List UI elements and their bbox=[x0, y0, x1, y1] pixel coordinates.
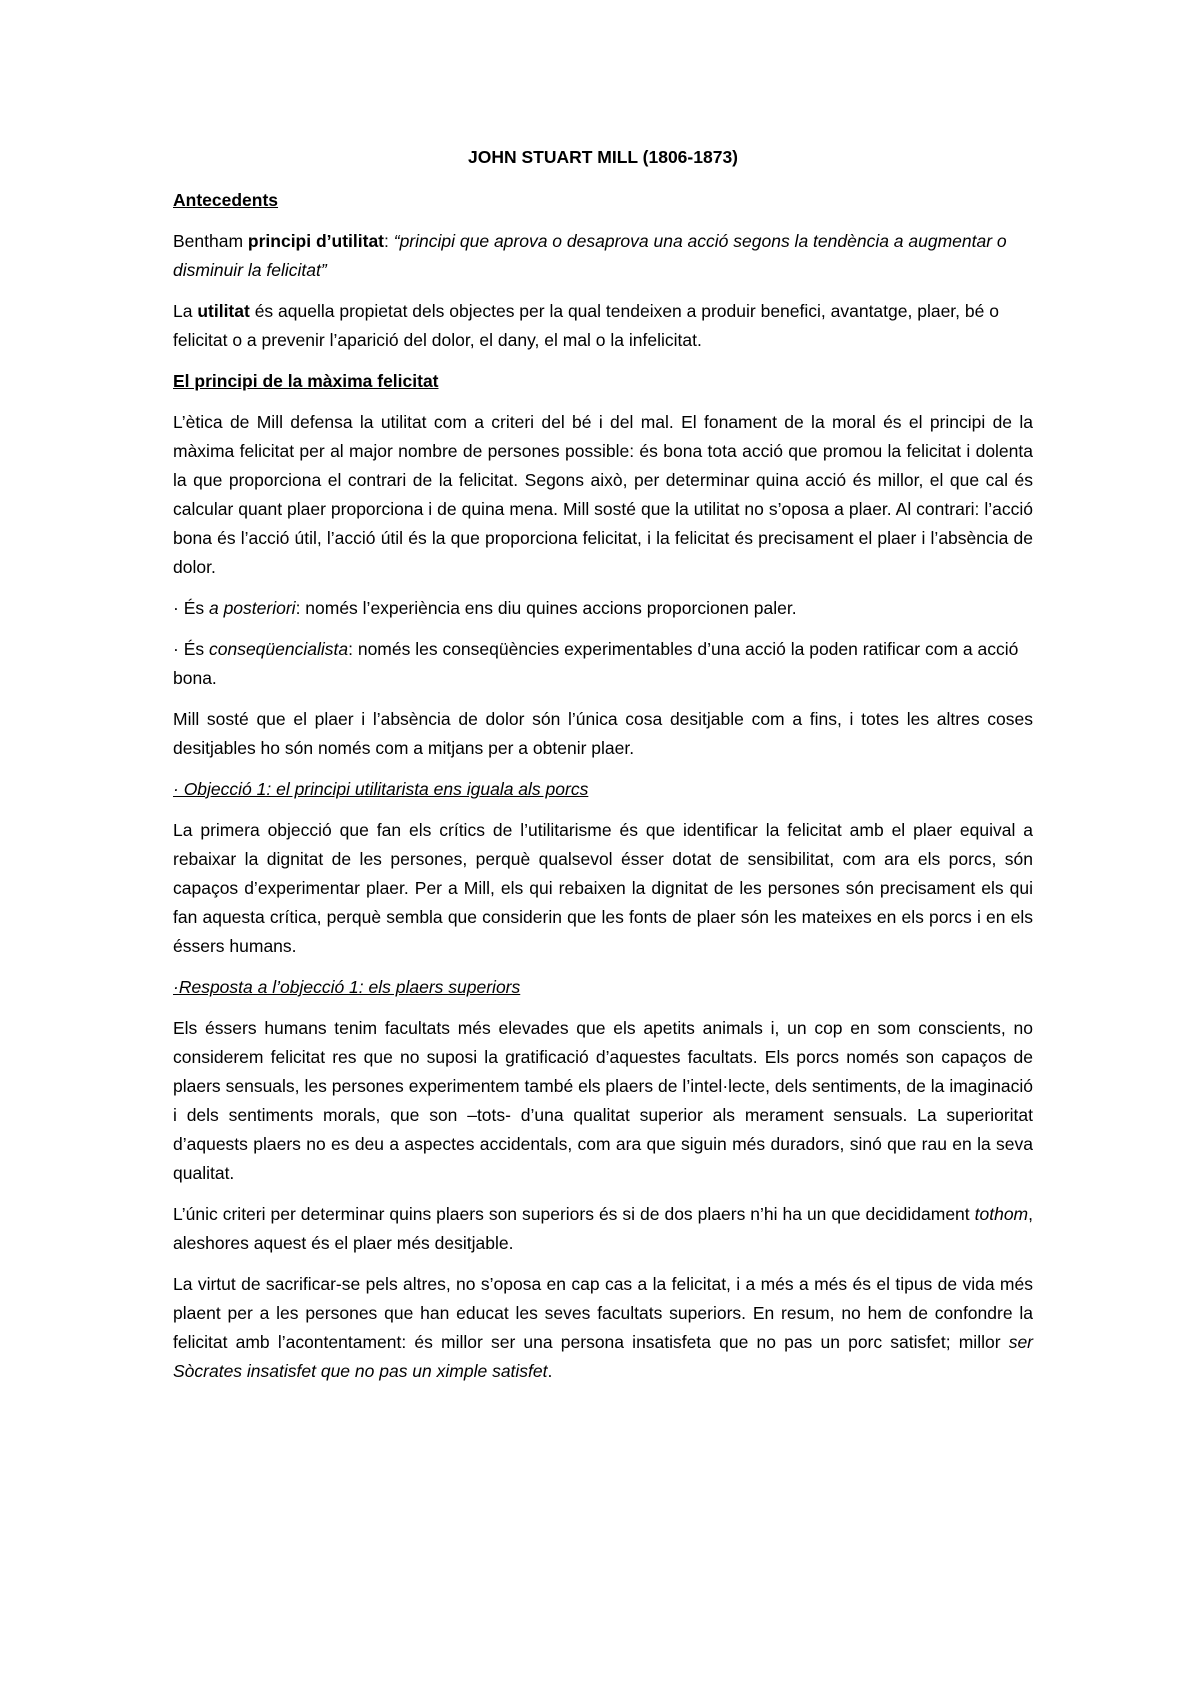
text-span: : bbox=[384, 231, 394, 251]
text-span: · És bbox=[173, 639, 209, 659]
text-span: . bbox=[547, 1361, 553, 1381]
paragraph-criterion bbox=[173, 1200, 1033, 1258]
text-span: · És bbox=[173, 598, 209, 618]
text-span: , aleshores aquest és el plaer més desitjable. bbox=[173, 1204, 1033, 1253]
document-page bbox=[173, 138, 1033, 1398]
text-span: : només l’experiència ens diu quines accions proporcionen paler. bbox=[295, 598, 797, 618]
bullet-a-posteriori bbox=[173, 594, 1033, 623]
heading-response-1: ·Resposta a l’objecció 1: els plaers superiors bbox=[173, 977, 521, 997]
paragraph-utility bbox=[173, 297, 1033, 355]
text-span: La virtut de sacrificar-se pels altres, no s’oposa en cap cas a la felicitat, i a més a més és el tipus de vida més plaent per a les persones que han educat les seves facultats superiors. En resum, no hem de confondre la felicitat amb l’acontentament: és millor ser una persona insatisfeta que no pas un porc satisfet; millor bbox=[173, 1274, 1033, 1352]
italic-term: conseqüencialista bbox=[208, 639, 349, 659]
paragraph-principle: L’ètica de Mill defensa la utilitat com a criteri del bé i del mal. El fonament de la moral és el principi de la màxima felicitat per al major nombre de persones possible: és bona tota acció que promou la felicitat i dolenta la que proporciona el contrari de la felicitat. Segons això, per determinar quina acció és millor, el que cal és calcular quant plaer proporciona i de quina mena. Mill sosté que la utilitat no s’oposa a plaer. Al contrari: l’acció bona és l’acció útil, l’acció útil és la que proporciona felicitat, i la felicitat és precisament el plaer i l’absència de dolor. bbox=[173, 412, 1033, 577]
text-span: Bentham bbox=[173, 231, 248, 251]
text-span: La bbox=[173, 301, 198, 321]
text-span: L’únic criteri per determinar quins plaers son superiors és si de dos plaers n’hi ha un que decididament bbox=[173, 1204, 975, 1224]
heading-principle: El principi de la màxima felicitat bbox=[173, 371, 439, 391]
paragraph-virtue bbox=[173, 1270, 1033, 1386]
bullet-consequentialist bbox=[173, 635, 1033, 693]
paragraph-pleasure-ends: Mill sosté que el plaer i l’absència de dolor són l’única cosa desitjable com a fins, i totes les altres coses desitjables ho són només com a mitjans per a obtenir plaer. bbox=[173, 709, 1033, 758]
bold-term: principi d’utilitat bbox=[247, 231, 385, 251]
bold-term: utilitat bbox=[197, 301, 250, 321]
quote-text: “principi que aprova o desaprova una acció segons la tendència a augmentar o disminuir la felicitat” bbox=[173, 231, 1007, 280]
paragraph-objection: La primera objecció que fan els crítics de l’utilitarisme és que identificar la felicitat amb el plaer equival a rebaixar la dignitat de les persones, perquè qualsevol ésser dotat de sensibilitat, com ara els porcs, són capaços d’experimentar plaer. Per a Mill, els qui rebaixen la dignitat de les persones són precisament els qui fan aquesta crítica, perquè sembla que considerin que les fonts de plaer són les mateixes en els porcs i en els éssers humans. bbox=[173, 820, 1033, 956]
paragraph-bentham bbox=[173, 227, 1033, 285]
italic-term: tothom bbox=[974, 1204, 1029, 1224]
italic-quote: ser Sòcrates insatisfet que no pas un ximple satisfet bbox=[173, 1332, 1033, 1381]
heading-objection-1: · Objecció 1: el principi utilitarista ens iguala als porcs bbox=[173, 779, 589, 799]
text-span: : només les conseqüències experimentables d’una acció la poden ratificar com a acció bona. bbox=[173, 639, 1019, 688]
document-title: JOHN STUART MILL (1806-1873) bbox=[467, 147, 739, 167]
paragraph-higher-pleasures: Els éssers humans tenim facultats més elevades que els apetits animals i, un cop en som conscients, no considerem felicitat res que no suposi la gratificació d’aquestes facultats. Els porcs només son capaços de plaers sensuals, les persones experimentem també els plaers de l’intel·lecte, dels sentiments, de la imaginació i dels sentiments morals, que son –tots- d’una qualitat superior als merament sensuals. La superioritat d’aquests plaers no es deu a aspectes accidentals, com ara que siguin més duradors, sinó que rau en la seva qualitat. bbox=[173, 1018, 1033, 1183]
italic-term: a posteriori bbox=[208, 598, 296, 618]
heading-antecedents: Antecedents bbox=[173, 190, 279, 210]
text-span: és aquella propietat dels objectes per la qual tendeixen a produir benefici, avantatge, plaer, bé o felicitat o a prevenir l’aparició del dolor, el dany, el mal o la infelicitat. bbox=[173, 301, 999, 350]
